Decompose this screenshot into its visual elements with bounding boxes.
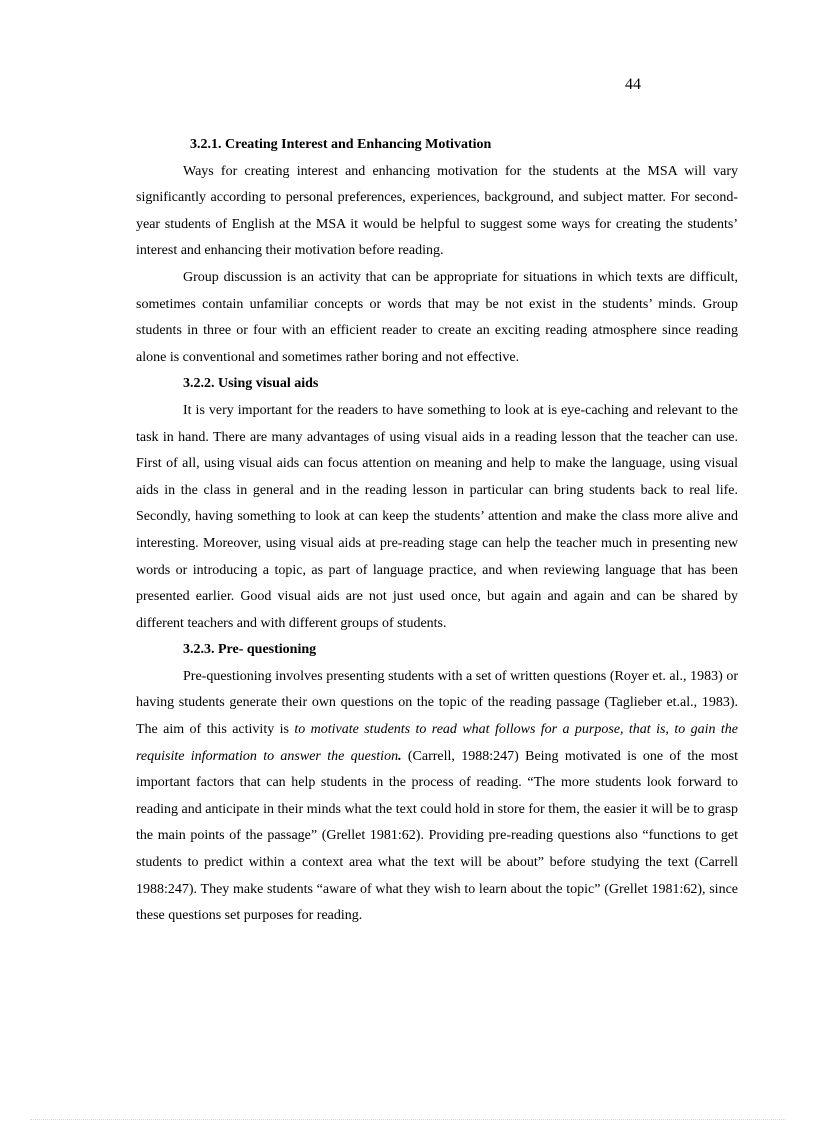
page-number: 44 — [625, 76, 641, 93]
section-heading-3-2-2: 3.2.2. Using visual aids — [183, 376, 319, 392]
paragraph-visual-aids: It is very important for the readers to have something to look at is eye-caching and relevant to the task in hand. There are many advantages of using visual aids in a reading lesson that the teacher can use. First of all, using visual aids can focus attention on meaning and help to make the language, using visual aids in the class in general and in the reading lesson in particular can bring students back to real life. Secondly, having something to look at can keep the students’ attention and make the class more alive and interesting. Moreover, using visual aids at pre-reading stage can help the teacher much in presenting new words or introducing a topic, as part of language practice, and when reviewing language that has been presented earlier. Good visual aids are not just used once, but again and again and can be shared by different teachers and with different groups of students. — [136, 402, 738, 631]
paragraph-pre-questioning-emphasis-period: . — [398, 748, 402, 764]
paragraph-pre-questioning-part-b: (Carrell, 1988:247) Being motivated is one of the most important factors that can help students in the process of reading. “The more students look forward to reading and anticipate in their minds what the text could hold in store for them, the easier it will be to grasp the main points of the passage” (Grellet 1981:62). Providing pre-reading questions also “functions to get students to predict within a context area what the text will be about” before studying the text (Carrell 1988:247). They make students “aware of what they wish to learn about the topic” (Grellet 1981:62), since these questions set purposes for reading. — [136, 748, 738, 924]
section-heading-3-2-1: 3.2.1. Creating Interest and Enhancing Motivation — [190, 137, 492, 152]
paragraph-pre-questioning — [136, 664, 738, 930]
paragraph-interest-motivation: Ways for creating interest and enhancing motivation for the students at the MSA will vary significantly according to personal preferences, experiences, background, and subject matter. For second-year students of English at the MSA it would be helpful to suggest some ways for creating the students’ interest and enhancing their motivation before reading. — [136, 163, 738, 259]
paragraph-group-discussion: Group discussion is an activity that can be appropriate for situations in which texts are difficult, sometimes contain unfamiliar concepts or words that may be not exist in the students’ minds. Group students in three or four with an efficient reader to create an exciting reading atmosphere since reading alone is conventional and sometimes rather boring and not effective. — [136, 269, 738, 365]
page-body — [136, 132, 738, 930]
paragraph-pre-questioning-part-a: Pre-questioning involves presenting students with a set of written questions (Royer et. al., 1983) or having students generate their own questions on the topic of the reading passage (Taglieber et.al., 1983). The aim of this activity is — [136, 668, 738, 738]
section-heading-3-2-3: 3.2.3. Pre- questioning — [183, 642, 317, 658]
paragraph-pre-questioning-emphasis: to motivate students to read what follows for a purpose, that is, to gain the requisite information to answer the question — [136, 722, 738, 764]
page-bottom-divider — [30, 1119, 786, 1120]
